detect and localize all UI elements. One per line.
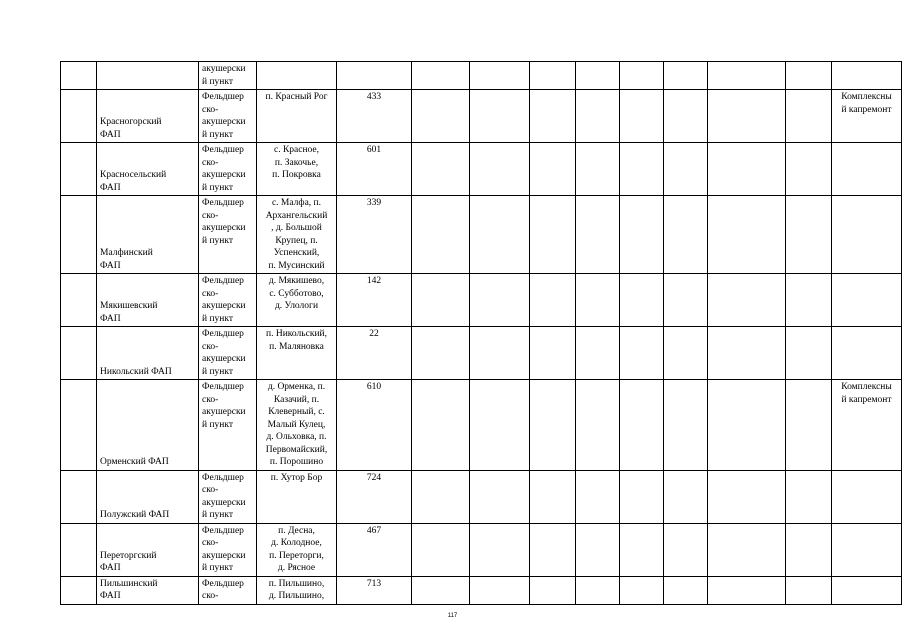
empty-cell [786, 196, 832, 274]
empty-cell [664, 90, 708, 143]
facility-name-cell: Переторгский ФАП [97, 523, 199, 576]
empty-cell [664, 327, 708, 380]
page-number: 117 [447, 613, 458, 619]
empty-cell [530, 90, 576, 143]
empty-cell [412, 470, 470, 523]
facility-name-cell: Красносельский ФАП [97, 143, 199, 196]
empty-cell [664, 196, 708, 274]
empty-cell [530, 523, 576, 576]
population-cell [337, 62, 412, 90]
settlements-cell: п. Красный Рог [257, 90, 337, 143]
facility-name-cell: Мякишевский ФАП [97, 274, 199, 327]
empty-cell [576, 62, 620, 90]
empty-cell [708, 523, 786, 576]
population-cell: 601 [337, 143, 412, 196]
empty-cell [470, 62, 530, 90]
empty-cell [470, 143, 530, 196]
empty-cell [620, 62, 664, 90]
population-cell: 724 [337, 470, 412, 523]
empty-cell [708, 143, 786, 196]
empty-cell [470, 90, 530, 143]
index-cell [61, 380, 97, 471]
facility-type-cell: Фельдшер ско- [199, 576, 257, 604]
empty-cell [530, 143, 576, 196]
empty-cell [412, 143, 470, 196]
index-cell [61, 576, 97, 604]
empty-cell [412, 274, 470, 327]
empty-cell [708, 380, 786, 471]
empty-cell [786, 274, 832, 327]
facility-type-cell: акушерски й пункт [199, 62, 257, 90]
empty-cell [620, 143, 664, 196]
empty-cell [576, 274, 620, 327]
index-cell [61, 62, 97, 90]
empty-cell [530, 327, 576, 380]
facilities-table [60, 61, 902, 605]
facility-name-cell: Малфинский ФАП [97, 196, 199, 274]
table-row [61, 274, 902, 327]
empty-cell [708, 470, 786, 523]
settlements-cell: д. Орменка, п. Казачий, п. Клеверный, с. Малый Кулец, д. Ольховка, п. Первомайский, п. Порошино [257, 380, 337, 471]
empty-cell [530, 62, 576, 90]
empty-cell [708, 576, 786, 604]
empty-cell [786, 576, 832, 604]
empty-cell [530, 274, 576, 327]
empty-cell [412, 62, 470, 90]
empty-cell [470, 380, 530, 471]
empty-cell [620, 327, 664, 380]
facility-name-cell [97, 62, 199, 90]
empty-cell [412, 196, 470, 274]
index-cell [61, 274, 97, 327]
empty-cell [664, 143, 708, 196]
empty-cell [786, 90, 832, 143]
empty-cell [620, 380, 664, 471]
population-cell: 467 [337, 523, 412, 576]
empty-cell [708, 196, 786, 274]
population-cell: 22 [337, 327, 412, 380]
table-row [61, 470, 902, 523]
facility-name-cell: Красногорский ФАП [97, 90, 199, 143]
empty-cell [664, 274, 708, 327]
empty-cell [470, 470, 530, 523]
settlements-cell: п. Никольский, п. Маляновка [257, 327, 337, 380]
note-cell: Комплексны й капремонт [832, 380, 902, 471]
empty-cell [708, 327, 786, 380]
empty-cell [576, 90, 620, 143]
empty-cell [708, 62, 786, 90]
empty-cell [620, 274, 664, 327]
note-cell [832, 327, 902, 380]
empty-cell [470, 523, 530, 576]
empty-cell [576, 380, 620, 471]
empty-cell [786, 143, 832, 196]
empty-cell [470, 576, 530, 604]
empty-cell [620, 576, 664, 604]
table-row [61, 62, 902, 90]
facility-type-cell: Фельдшер ско- акушерски й пункт [199, 90, 257, 143]
settlements-cell: п. Пильшино, д. Пильшино, [257, 576, 337, 604]
population-cell: 433 [337, 90, 412, 143]
empty-cell [530, 470, 576, 523]
table-row [61, 143, 902, 196]
empty-cell [412, 327, 470, 380]
table-row [61, 90, 902, 143]
empty-cell [530, 380, 576, 471]
settlements-cell: п. Десна, д. Колодное, п. Переторги, д. Рясное [257, 523, 337, 576]
index-cell [61, 143, 97, 196]
note-cell [832, 470, 902, 523]
note-cell [832, 576, 902, 604]
empty-cell [412, 380, 470, 471]
population-cell: 610 [337, 380, 412, 471]
empty-cell [412, 90, 470, 143]
empty-cell [708, 90, 786, 143]
empty-cell [412, 576, 470, 604]
empty-cell [708, 274, 786, 327]
facility-type-cell: Фельдшер ско- акушерски й пункт [199, 196, 257, 274]
facility-name-cell: Орменский ФАП [97, 380, 199, 471]
empty-cell [664, 62, 708, 90]
facility-name-cell: Пильшинский ФАП [97, 576, 199, 604]
empty-cell [470, 327, 530, 380]
empty-cell [786, 380, 832, 471]
settlements-cell: с. Малфа, п. Архангельский , д. Большой Крупец, п. Успенский, п. Мусинский [257, 196, 337, 274]
note-cell [832, 523, 902, 576]
index-cell [61, 327, 97, 380]
empty-cell [576, 523, 620, 576]
empty-cell [786, 470, 832, 523]
table-row [61, 327, 902, 380]
facility-type-cell: Фельдшер ско- акушерски й пункт [199, 470, 257, 523]
empty-cell [530, 196, 576, 274]
facility-name-cell: Полужский ФАП [97, 470, 199, 523]
empty-cell [470, 274, 530, 327]
note-cell: Комплексны й капремонт [832, 90, 902, 143]
empty-cell [576, 327, 620, 380]
population-cell: 142 [337, 274, 412, 327]
note-cell [832, 274, 902, 327]
index-cell [61, 523, 97, 576]
empty-cell [576, 143, 620, 196]
empty-cell [576, 196, 620, 274]
empty-cell [664, 523, 708, 576]
empty-cell [620, 523, 664, 576]
table-row [61, 380, 902, 471]
empty-cell [786, 327, 832, 380]
empty-cell [470, 196, 530, 274]
facility-type-cell: Фельдшер ско- акушерски й пункт [199, 274, 257, 327]
settlements-cell [257, 62, 337, 90]
index-cell [61, 90, 97, 143]
empty-cell [786, 523, 832, 576]
settlements-cell: д. Мякишево, с. Субботово, д. Улологи [257, 274, 337, 327]
empty-cell [664, 576, 708, 604]
population-cell: 339 [337, 196, 412, 274]
index-cell [61, 196, 97, 274]
empty-cell [620, 90, 664, 143]
empty-cell [620, 196, 664, 274]
table-body [61, 62, 902, 605]
facility-type-cell: Фельдшер ско- акушерски й пункт [199, 327, 257, 380]
empty-cell [620, 470, 664, 523]
settlements-cell: с. Красное, п. Закочье, п. Покровка [257, 143, 337, 196]
settlements-cell: п. Хутор Бор [257, 470, 337, 523]
empty-cell [576, 576, 620, 604]
note-cell [832, 196, 902, 274]
empty-cell [412, 523, 470, 576]
note-cell [832, 62, 902, 90]
facility-type-cell: Фельдшер ско- акушерски й пункт [199, 523, 257, 576]
empty-cell [664, 380, 708, 471]
table-row [61, 523, 902, 576]
empty-cell [530, 576, 576, 604]
note-cell [832, 143, 902, 196]
facility-type-cell: Фельдшер ско- акушерски й пункт [199, 143, 257, 196]
empty-cell [576, 470, 620, 523]
facility-type-cell: Фельдшер ско- акушерски й пункт [199, 380, 257, 471]
table-row [61, 196, 902, 274]
table-row [61, 576, 902, 604]
index-cell [61, 470, 97, 523]
empty-cell [786, 62, 832, 90]
facility-name-cell: Никольский ФАП [97, 327, 199, 380]
empty-cell [664, 470, 708, 523]
population-cell: 713 [337, 576, 412, 604]
